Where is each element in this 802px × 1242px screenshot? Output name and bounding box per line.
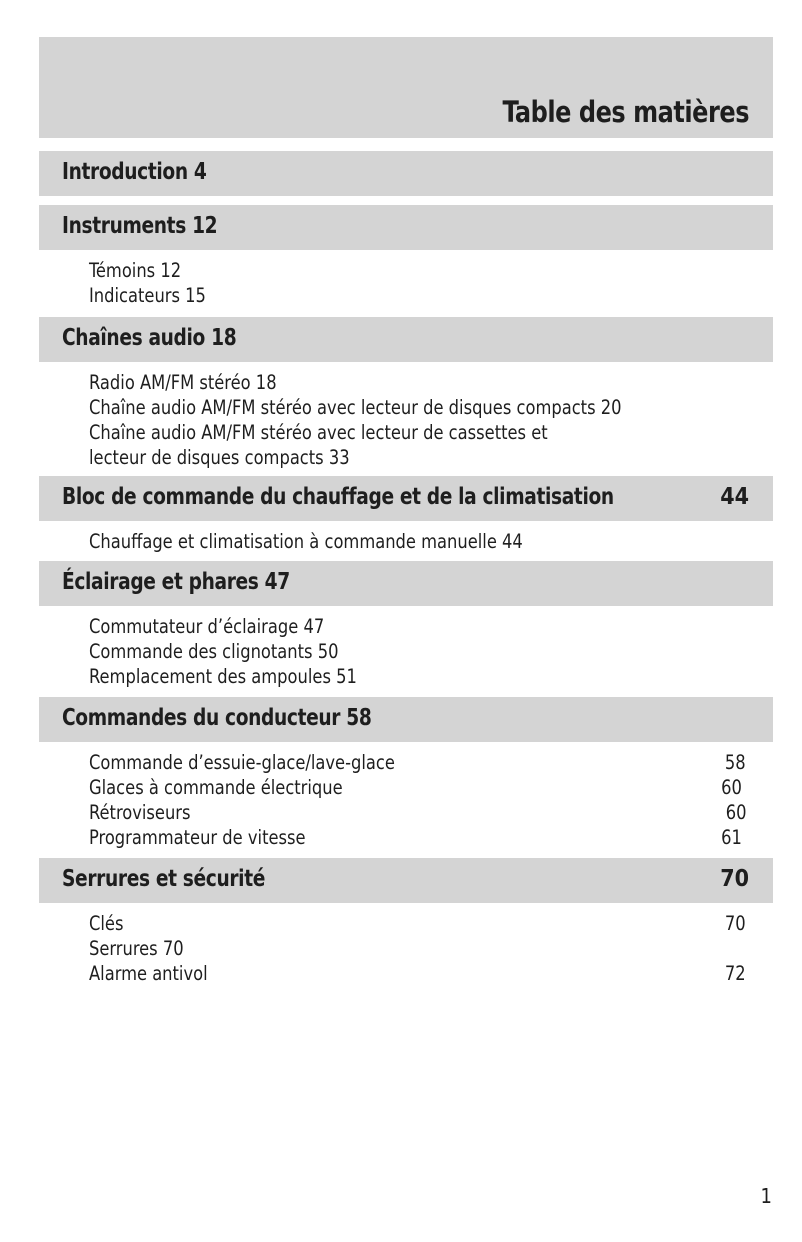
entry-page: 60 [721, 776, 742, 799]
section-page: 44 [720, 484, 749, 510]
toc-entry[interactable] [89, 911, 746, 936]
toc-entry[interactable] [89, 445, 703, 470]
page-title: Table des matières [502, 95, 749, 129]
entry-page: 72 [724, 962, 746, 985]
entry-label: Radio AM/FM stéréo 18 [89, 371, 277, 394]
toc-entry[interactable] [89, 961, 746, 986]
section-title: Introduction 4 [62, 159, 207, 185]
section-items [89, 258, 749, 308]
section-heading[interactable] [39, 858, 773, 903]
entry-label: Chaîne audio AM/FM stéréo avec lecteur de disques compacts 20 [89, 396, 622, 419]
toc-entry[interactable] [89, 639, 703, 664]
toc-entry[interactable] [89, 750, 746, 775]
toc-entry[interactable] [89, 420, 703, 445]
toc-entry[interactable] [89, 283, 703, 308]
toc-entry[interactable] [89, 775, 742, 800]
section-heading[interactable] [39, 317, 773, 362]
toc-entry[interactable] [89, 529, 703, 554]
entry-label: Clés [89, 912, 124, 935]
section-heading[interactable] [39, 476, 773, 521]
toc-entry[interactable] [89, 936, 703, 961]
entry-label: Glaces à commande électrique [89, 776, 343, 799]
entry-label: Chaîne audio AM/FM stéréo avec lecteur de cassettes et [89, 421, 548, 444]
toc-entry[interactable] [89, 825, 742, 850]
section-title: Instruments 12 [62, 213, 218, 239]
section-heading[interactable] [39, 205, 773, 250]
section-items [89, 750, 749, 850]
toc-entry[interactable] [89, 258, 703, 283]
section-items [89, 529, 749, 554]
entry-page: 60 [725, 801, 747, 824]
section-heading[interactable] [39, 697, 773, 742]
section-items [89, 911, 749, 986]
entry-label: Commande d’essuie-glace/lave-glace [89, 751, 395, 774]
entry-page: 58 [724, 751, 746, 774]
title-banner [39, 37, 773, 138]
entry-label: Serrures 70 [89, 937, 184, 960]
entry-label: Alarme antivol [89, 962, 208, 985]
section-page: 70 [720, 866, 749, 892]
page-number: 1 [760, 1184, 772, 1208]
toc-entry[interactable] [89, 664, 703, 689]
entry-label: lecteur de disques compacts 33 [89, 446, 350, 469]
entry-label: Commande des clignotants 50 [89, 640, 339, 663]
entry-label: Chauffage et climatisation à commande manuelle 44 [89, 530, 523, 553]
entry-label: Remplacement des ampoules 51 [89, 665, 357, 688]
toc-entry[interactable] [89, 395, 703, 420]
section-heading[interactable] [39, 151, 773, 196]
entry-label: Commutateur d’éclairage 47 [89, 615, 325, 638]
section-title: Chaînes audio 18 [62, 325, 237, 351]
section-title: Éclairage et phares 47 [62, 569, 290, 595]
section-title: Bloc de commande du chauffage et de la climatisation [62, 484, 614, 510]
entry-page: 70 [724, 912, 746, 935]
section-title: Serrures et sécurité [62, 866, 266, 892]
section-title: Commandes du conducteur 58 [62, 705, 372, 731]
toc-entry[interactable] [89, 800, 747, 825]
section-items [89, 614, 749, 689]
toc-entry[interactable] [89, 614, 703, 639]
toc-entry[interactable] [89, 370, 703, 395]
entry-label: Indicateurs 15 [89, 284, 206, 307]
entry-label: Programmateur de vitesse [89, 826, 306, 849]
entry-label: Rétroviseurs [89, 801, 191, 824]
section-heading[interactable] [39, 561, 773, 606]
entry-label: Témoins 12 [89, 259, 182, 282]
section-items [89, 370, 749, 470]
entry-page: 61 [721, 826, 742, 849]
